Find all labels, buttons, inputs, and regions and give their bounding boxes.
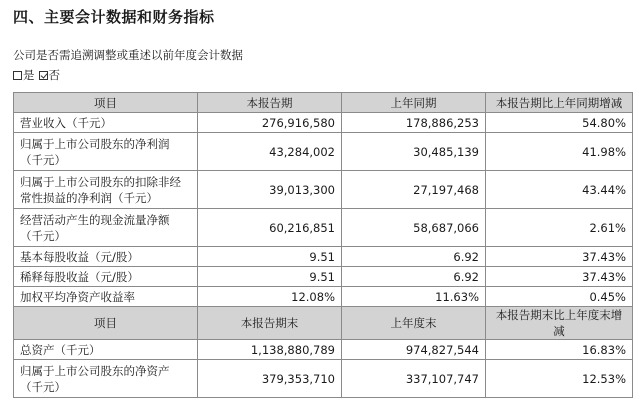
prior-period-value: 11.63% xyxy=(342,287,486,307)
prior-period-value: 6.92 xyxy=(342,267,486,287)
change-value: 0.45% xyxy=(486,287,633,307)
change-value: 41.98% xyxy=(486,133,633,171)
change-value: 2.61% xyxy=(486,209,633,247)
table-row xyxy=(14,287,633,307)
table-row xyxy=(14,267,633,287)
yes-label: 是 xyxy=(23,68,35,82)
table-row xyxy=(14,171,633,209)
row-label: 营业收入（千元） xyxy=(14,113,198,133)
row-label: 归属于上市公司股东的净利润（千元） xyxy=(14,133,198,171)
change-value: 12.53% xyxy=(486,360,633,398)
header-cell: 上年度末 xyxy=(342,307,486,340)
change-value: 54.80% xyxy=(486,113,633,133)
period-end-value: 1,138,880,789 xyxy=(198,340,342,360)
change-value: 37.43% xyxy=(486,247,633,267)
row-label: 总资产（千元） xyxy=(14,340,198,360)
prior-year-end-value: 974,827,544 xyxy=(342,340,486,360)
current-period-value: 276,916,580 xyxy=(198,113,342,133)
table-row xyxy=(14,209,633,247)
prior-period-value: 6.92 xyxy=(342,247,486,267)
financial-indicators-table xyxy=(13,92,633,398)
prior-year-end-value: 337,107,747 xyxy=(342,360,486,398)
prior-period-value: 178,886,253 xyxy=(342,113,486,133)
row-label: 归属于上市公司股东的净资产（千元） xyxy=(14,360,198,398)
header-cell: 本报告期比上年同期增减 xyxy=(486,93,633,113)
prior-period-value: 58,687,066 xyxy=(342,209,486,247)
current-period-value: 43,284,002 xyxy=(198,133,342,171)
change-value: 43.44% xyxy=(486,171,633,209)
table-row xyxy=(14,113,633,133)
row-label: 稀释每股收益（元/股） xyxy=(14,267,198,287)
restatement-answer xyxy=(13,67,60,83)
table-header-row xyxy=(14,93,633,113)
table-row xyxy=(14,133,633,171)
header-cell: 上年同期 xyxy=(342,93,486,113)
current-period-value: 9.51 xyxy=(198,247,342,267)
table-row xyxy=(14,360,633,398)
period-end-value: 379,353,710 xyxy=(198,360,342,398)
row-label: 经营活动产生的现金流量净额（千元） xyxy=(14,209,198,247)
prior-period-value: 30,485,139 xyxy=(342,133,486,171)
change-value: 37.43% xyxy=(486,267,633,287)
header-cell: 本报告期末 xyxy=(198,307,342,340)
header-cell: 项目 xyxy=(14,93,198,113)
table-row xyxy=(14,247,633,267)
row-label: 归属于上市公司股东的扣除非经常性损益的净利润（千元） xyxy=(14,171,198,209)
no-label: 否 xyxy=(48,68,60,82)
restatement-question: 公司是否需追溯调整或重述以前年度会计数据 xyxy=(13,48,243,62)
section-title: 四、主要会计数据和财务指标 xyxy=(13,8,215,26)
header-cell: 本报告期末比上年度末增减 xyxy=(486,307,633,340)
yes-checkbox xyxy=(13,71,22,80)
current-period-value: 60,216,851 xyxy=(198,209,342,247)
table-row xyxy=(14,340,633,360)
prior-period-value: 27,197,468 xyxy=(342,171,486,209)
header-cell: 项目 xyxy=(14,307,198,340)
current-period-value: 12.08% xyxy=(198,287,342,307)
row-label: 基本每股收益（元/股） xyxy=(14,247,198,267)
row-label: 加权平均净资产收益率 xyxy=(14,287,198,307)
header-cell: 本报告期 xyxy=(198,93,342,113)
current-period-value: 39,013,300 xyxy=(198,171,342,209)
current-period-value: 9.51 xyxy=(198,267,342,287)
table-header-row xyxy=(14,307,633,340)
no-checkbox xyxy=(39,71,48,80)
change-value: 16.83% xyxy=(486,340,633,360)
